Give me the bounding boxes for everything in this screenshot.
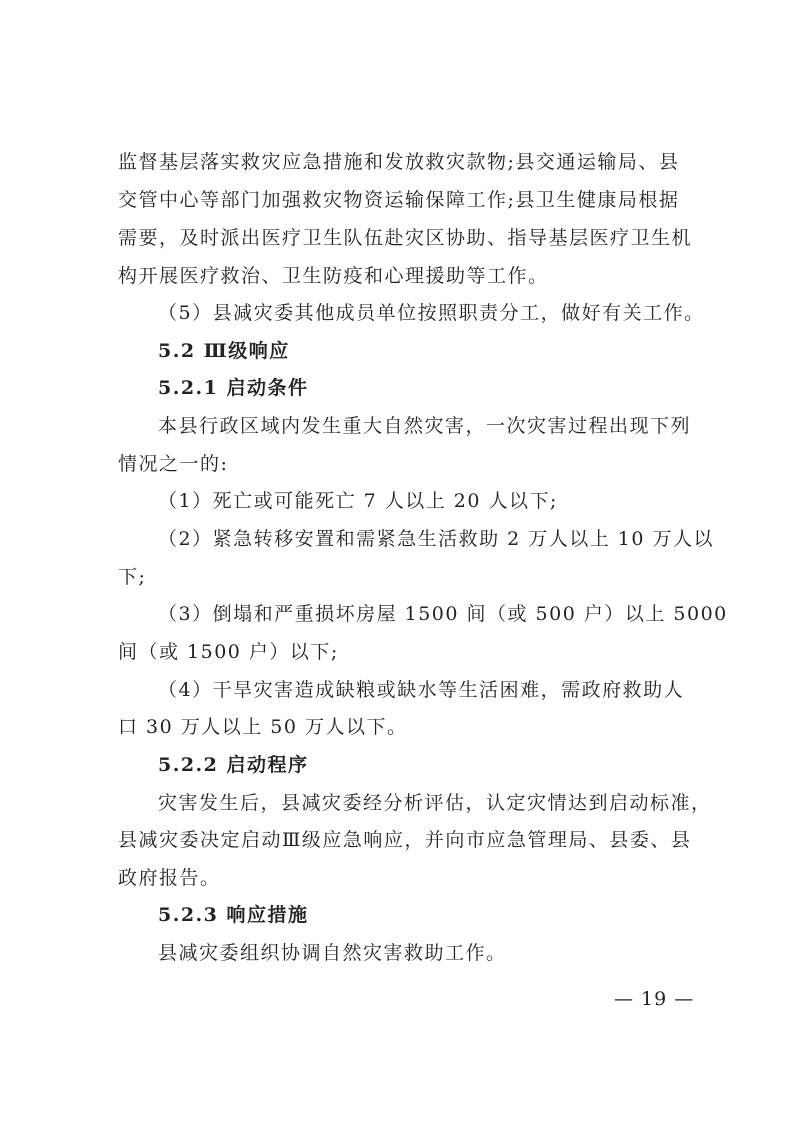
paragraph-line: 间（或 1500 户）以下; (118, 641, 339, 663)
paragraph-line: 构开展医疗救治、卫生防疫和心理援助等工作。 (118, 265, 549, 287)
paragraph-line: 下; (118, 566, 147, 588)
paragraph-line: （5）县减灾委其他成员单位按照职责分工，做好有关工作。 (158, 302, 705, 324)
paragraph-line: 县减灾委决定启动Ⅲ级应急响应，并向市应急管理局、县委、县 (118, 829, 692, 851)
paragraph-line: 监督基层落实救灾应急措施和发放救灾款物;县交通运输局、县 (118, 151, 680, 173)
list-item: （3）倒塌和严重损坏房屋 1500 间（或 500 户）以上 5000 (158, 603, 728, 625)
list-item: （1）死亡或可能死亡 7 人以上 20 人以下; (158, 490, 558, 512)
list-item: （4）干旱灾害造成缺粮或缺水等生活困难，需政府救助人 (158, 679, 685, 701)
paragraph-line: 县减灾委组织协调自然灾害救助工作。 (158, 942, 507, 964)
page-number: — 19 — (614, 988, 695, 1010)
paragraph-line: 交管中心等部门加强救灾物资运输保障工作;县卫生健康局根据 (118, 189, 680, 211)
paragraph-line: 政府报告。 (118, 867, 221, 889)
subsection-heading: 5.2.1 启动条件 (158, 377, 309, 399)
paragraph-line: 灾害发生后，县减灾委经分析评估，认定灾情达到启动标准， (158, 792, 712, 814)
paragraph-line: 情况之一的: (118, 453, 229, 475)
paragraph-line: 口 30 万人以上 50 万人以下。 (118, 716, 408, 738)
subsection-heading: 5.2.3 响应措施 (158, 904, 309, 926)
paragraph-line: 需要，及时派出医疗卫生队伍赴灾区协助、指导基层医疗卫生机 (118, 227, 693, 249)
section-heading: 5.2 Ⅲ级响应 (158, 340, 290, 362)
subsection-heading: 5.2.2 启动程序 (158, 754, 309, 776)
list-item: （2）紧急转移安置和需紧急生活救助 2 万人以上 10 万人以 (158, 528, 715, 550)
paragraph-line: 本县行政区域内发生重大自然灾害，一次灾害过程出现下列 (158, 415, 692, 437)
